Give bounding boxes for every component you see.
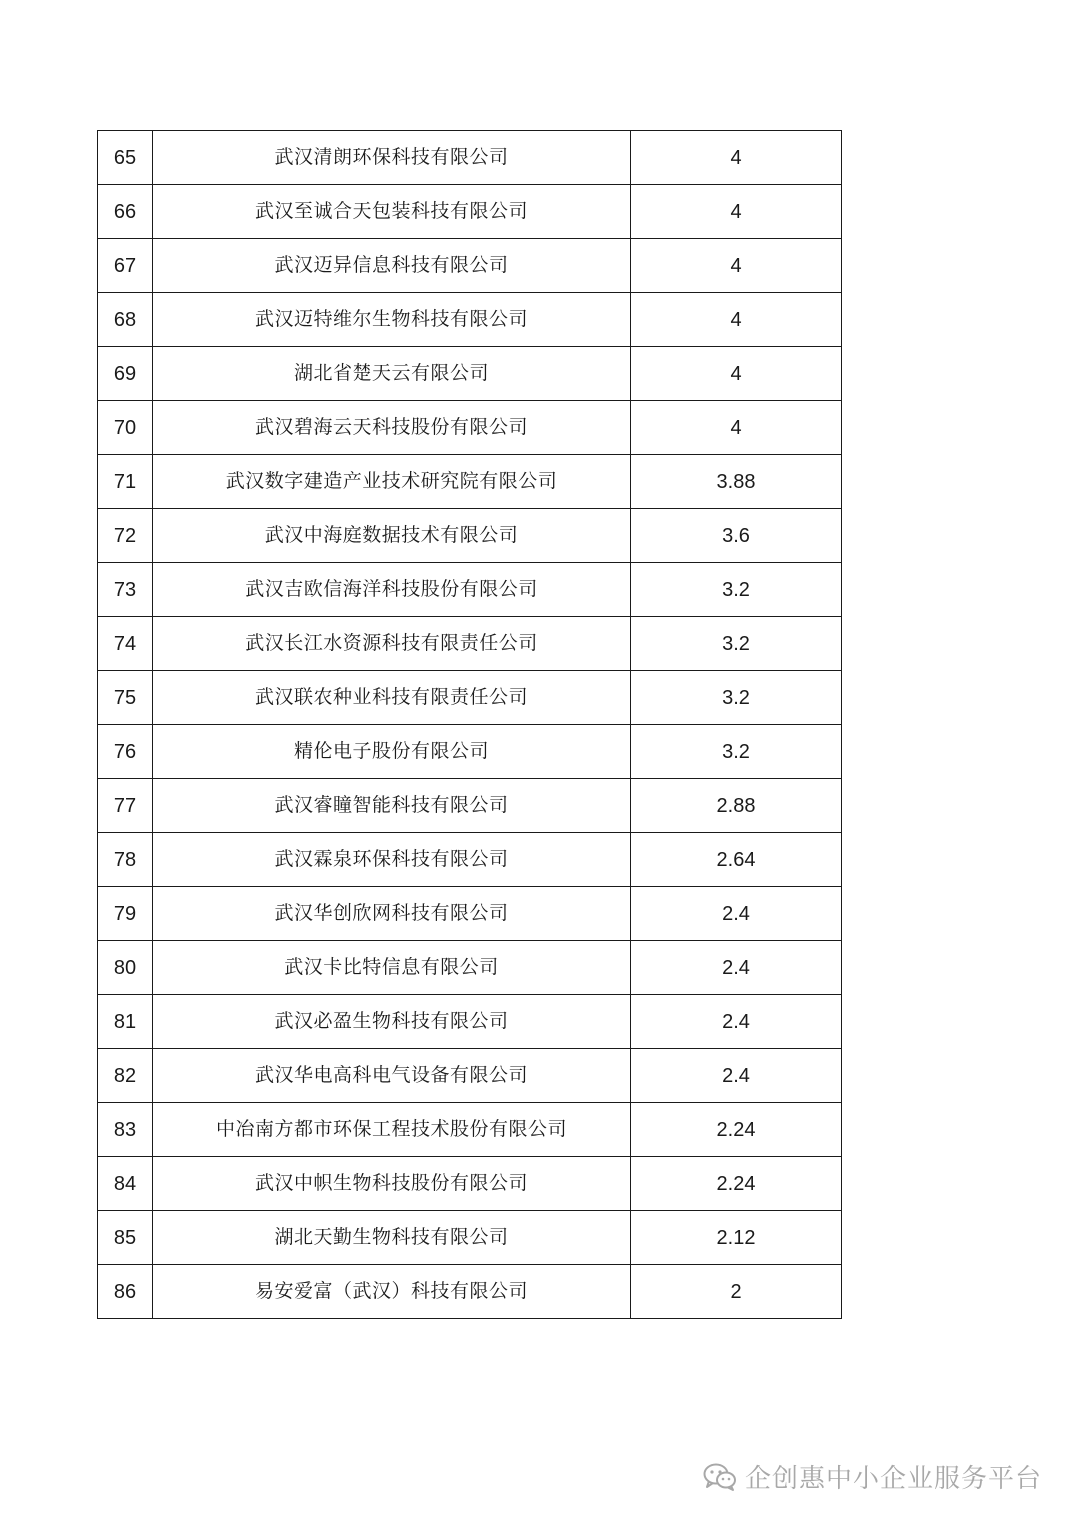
company-name: 武汉中海庭数据技术有限公司 [153,509,631,563]
score-value: 2.24 [631,1157,842,1211]
score-value: 2.4 [631,995,842,1049]
table-row [98,1049,842,1103]
company-name: 武汉迈特维尔生物科技有限公司 [153,293,631,347]
row-index: 71 [98,455,153,509]
row-index: 66 [98,185,153,239]
table-row [98,455,842,509]
row-index: 76 [98,725,153,779]
table-row [98,617,842,671]
wechat-icon [703,1462,737,1492]
score-value: 4 [631,185,842,239]
score-value: 3.2 [631,671,842,725]
score-value: 4 [631,401,842,455]
company-name: 湖北天勤生物科技有限公司 [153,1211,631,1265]
row-index: 69 [98,347,153,401]
row-index: 67 [98,239,153,293]
watermark [703,1458,1042,1495]
score-value: 3.2 [631,563,842,617]
table-row [98,1265,842,1319]
company-name: 武汉中帜生物科技股份有限公司 [153,1157,631,1211]
row-index: 68 [98,293,153,347]
table-row [98,779,842,833]
table-row [98,509,842,563]
table-row [98,1157,842,1211]
row-index: 81 [98,995,153,1049]
company-name: 武汉至诚合天包装科技有限公司 [153,185,631,239]
score-value: 3.88 [631,455,842,509]
table-row [98,401,842,455]
company-name: 武汉华创欣网科技有限公司 [153,887,631,941]
table-row [98,1211,842,1265]
row-index: 78 [98,833,153,887]
score-value: 2.4 [631,887,842,941]
table-row [98,833,842,887]
company-name: 武汉卡比特信息有限公司 [153,941,631,995]
score-value: 2.24 [631,1103,842,1157]
score-value: 3.2 [631,617,842,671]
company-name: 武汉数字建造产业技术研究院有限公司 [153,455,631,509]
company-name: 武汉吉欧信海洋科技股份有限公司 [153,563,631,617]
score-value: 3.2 [631,725,842,779]
score-value: 2.4 [631,1049,842,1103]
row-index: 79 [98,887,153,941]
company-name: 武汉迈异信息科技有限公司 [153,239,631,293]
score-value: 2.4 [631,941,842,995]
row-index: 74 [98,617,153,671]
table-row [98,563,842,617]
company-name: 武汉清朗环保科技有限公司 [153,131,631,185]
row-index: 82 [98,1049,153,1103]
row-index: 73 [98,563,153,617]
table-row [98,995,842,1049]
row-index: 84 [98,1157,153,1211]
score-value: 4 [631,347,842,401]
table-row [98,887,842,941]
table-row [98,1103,842,1157]
company-name: 湖北省楚天云有限公司 [153,347,631,401]
company-name: 易安爱富（武汉）科技有限公司 [153,1265,631,1319]
table-row [98,347,842,401]
score-value: 4 [631,131,842,185]
score-value: 4 [631,293,842,347]
watermark-text: 企创惠中小企业服务平台 [744,1464,1042,1494]
company-name: 武汉长江水资源科技有限责任公司 [153,617,631,671]
row-index: 72 [98,509,153,563]
row-index: 77 [98,779,153,833]
company-name: 武汉联农种业科技有限责任公司 [153,671,631,725]
row-index: 75 [98,671,153,725]
company-name: 武汉华电高科电气设备有限公司 [153,1049,631,1103]
table-row [98,293,842,347]
company-name: 中冶南方都市环保工程技术股份有限公司 [153,1103,631,1157]
table-row [98,185,842,239]
company-name: 武汉必盈生物科技有限公司 [153,995,631,1049]
table-row [98,941,842,995]
company-name: 精伦电子股份有限公司 [153,725,631,779]
table-row [98,239,842,293]
row-index: 80 [98,941,153,995]
company-score-table [97,130,842,1319]
score-value: 2.12 [631,1211,842,1265]
row-index: 70 [98,401,153,455]
row-index: 86 [98,1265,153,1319]
table-row [98,725,842,779]
score-value: 4 [631,239,842,293]
score-value: 2 [631,1265,842,1319]
company-name: 武汉碧海云天科技股份有限公司 [153,401,631,455]
company-name: 武汉睿瞳智能科技有限公司 [153,779,631,833]
table-row [98,131,842,185]
score-value: 3.6 [631,509,842,563]
score-value: 2.88 [631,779,842,833]
table-row [98,671,842,725]
row-index: 83 [98,1103,153,1157]
company-name: 武汉霖泉环保科技有限公司 [153,833,631,887]
score-value: 2.64 [631,833,842,887]
table-body [98,131,842,1319]
row-index: 85 [98,1211,153,1265]
row-index: 65 [98,131,153,185]
